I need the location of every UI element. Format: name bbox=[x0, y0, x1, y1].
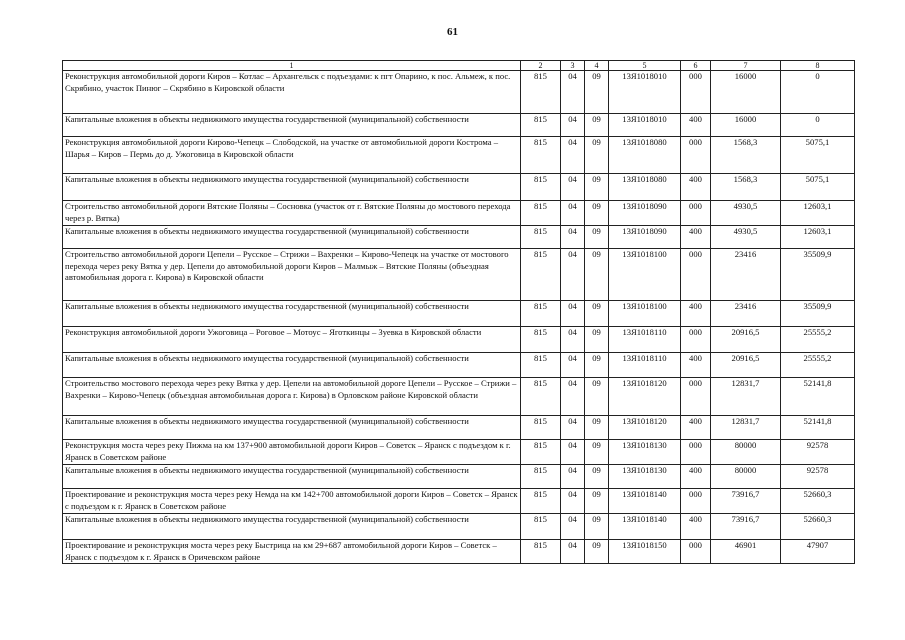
amount-2-cell: 0 bbox=[781, 71, 855, 114]
description-cell: Строительство мостового перехода через реку Вятка у дер. Цепели на автомобильной дороге Цепели – Русское – Стрижи – Вахренки – Кирово-Чепецк (объездная автомобильная дорога г. Кирова) в Орловском районе Кировской области bbox=[63, 378, 521, 416]
admin-code-cell: 815 bbox=[521, 465, 561, 489]
table-row bbox=[63, 416, 855, 440]
admin-code-cell: 815 bbox=[521, 114, 561, 137]
amount-2-cell: 52660,3 bbox=[781, 489, 855, 514]
amount-2-cell: 35509,9 bbox=[781, 301, 855, 327]
amount-2-cell: 47907 bbox=[781, 540, 855, 564]
amount-1-cell: 20916,5 bbox=[711, 353, 781, 378]
table-row bbox=[63, 201, 855, 226]
amount-2-cell: 92578 bbox=[781, 440, 855, 465]
amount-2-cell: 52660,3 bbox=[781, 514, 855, 540]
amount-2-cell: 52141,8 bbox=[781, 416, 855, 440]
expense-type-cell: 000 bbox=[681, 378, 711, 416]
subsection-code-cell: 09 bbox=[585, 226, 609, 249]
admin-code-cell: 815 bbox=[521, 440, 561, 465]
admin-code-cell: 815 bbox=[521, 137, 561, 174]
subsection-code-cell: 09 bbox=[585, 416, 609, 440]
expense-type-cell: 000 bbox=[681, 71, 711, 114]
section-code-cell: 04 bbox=[561, 71, 585, 114]
section-code-cell: 04 bbox=[561, 327, 585, 353]
section-code-cell: 04 bbox=[561, 201, 585, 226]
expense-type-cell: 400 bbox=[681, 301, 711, 327]
table-row bbox=[63, 327, 855, 353]
table-row bbox=[63, 514, 855, 540]
section-code-cell: 04 bbox=[561, 353, 585, 378]
amount-1-cell: 46901 bbox=[711, 540, 781, 564]
section-code-cell: 04 bbox=[561, 489, 585, 514]
description-cell: Капитальные вложения в объекты недвижимого имущества государственной (муниципальной) собственности bbox=[63, 416, 521, 440]
section-code-cell: 04 bbox=[561, 137, 585, 174]
target-code-cell: 13Я1018090 bbox=[609, 226, 681, 249]
admin-code-cell: 815 bbox=[521, 249, 561, 301]
section-code-cell: 04 bbox=[561, 114, 585, 137]
page-number: 61 bbox=[447, 26, 458, 38]
description-cell: Капитальные вложения в объекты недвижимого имущества государственной (муниципальной) собственности bbox=[63, 114, 521, 137]
target-code-cell: 13Я1018120 bbox=[609, 378, 681, 416]
expense-type-cell: 000 bbox=[681, 489, 711, 514]
amount-1-cell: 20916,5 bbox=[711, 327, 781, 353]
section-code-cell: 04 bbox=[561, 440, 585, 465]
admin-code-cell: 815 bbox=[521, 378, 561, 416]
expense-type-cell: 400 bbox=[681, 465, 711, 489]
target-code-cell: 13Я1018100 bbox=[609, 301, 681, 327]
section-code-cell: 04 bbox=[561, 465, 585, 489]
section-code-cell: 04 bbox=[561, 416, 585, 440]
table-row bbox=[63, 71, 855, 114]
section-code-cell: 04 bbox=[561, 174, 585, 201]
target-code-cell: 13Я1018080 bbox=[609, 174, 681, 201]
admin-code-cell: 815 bbox=[521, 416, 561, 440]
amount-1-cell: 1568,3 bbox=[711, 137, 781, 174]
target-code-cell: 13Я1018130 bbox=[609, 465, 681, 489]
amount-1-cell: 80000 bbox=[711, 440, 781, 465]
amount-1-cell: 23416 bbox=[711, 249, 781, 301]
expense-type-cell: 400 bbox=[681, 114, 711, 137]
amount-2-cell: 35509,9 bbox=[781, 249, 855, 301]
table-row bbox=[63, 249, 855, 301]
column-header: 6 bbox=[681, 61, 711, 71]
column-header: 5 bbox=[609, 61, 681, 71]
description-cell: Капитальные вложения в объекты недвижимого имущества государственной (муниципальной) собственности bbox=[63, 174, 521, 201]
admin-code-cell: 815 bbox=[521, 201, 561, 226]
amount-1-cell: 73916,7 bbox=[711, 514, 781, 540]
target-code-cell: 13Я1018110 bbox=[609, 327, 681, 353]
amount-1-cell: 16000 bbox=[711, 71, 781, 114]
section-code-cell: 04 bbox=[561, 540, 585, 564]
amount-2-cell: 12603,1 bbox=[781, 201, 855, 226]
section-code-cell: 04 bbox=[561, 514, 585, 540]
header-row bbox=[63, 61, 855, 71]
subsection-code-cell: 09 bbox=[585, 301, 609, 327]
description-cell: Проектирование и реконструкция моста через реку Немда на км 142+700 автомобильной дороги Киров – Советск – Яранск с подъездом к г. Яранск в Советском районе bbox=[63, 489, 521, 514]
amount-1-cell: 73916,7 bbox=[711, 489, 781, 514]
table-row bbox=[63, 226, 855, 249]
subsection-code-cell: 09 bbox=[585, 489, 609, 514]
expense-type-cell: 000 bbox=[681, 327, 711, 353]
description-cell: Капитальные вложения в объекты недвижимого имущества государственной (муниципальной) собственности bbox=[63, 465, 521, 489]
amount-1-cell: 23416 bbox=[711, 301, 781, 327]
description-cell: Реконструкция автомобильной дороги Ужоговица – Роговое – Мотоус – Яготкинцы – Зуевка в Кировской области bbox=[63, 327, 521, 353]
admin-code-cell: 815 bbox=[521, 301, 561, 327]
section-code-cell: 04 bbox=[561, 378, 585, 416]
section-code-cell: 04 bbox=[561, 249, 585, 301]
expense-type-cell: 000 bbox=[681, 137, 711, 174]
description-cell: Капитальные вложения в объекты недвижимого имущества государственной (муниципальной) собственности bbox=[63, 226, 521, 249]
subsection-code-cell: 09 bbox=[585, 137, 609, 174]
column-header: 3 bbox=[561, 61, 585, 71]
target-code-cell: 13Я1018150 bbox=[609, 540, 681, 564]
amount-2-cell: 25555,2 bbox=[781, 353, 855, 378]
amount-1-cell: 4930,5 bbox=[711, 226, 781, 249]
description-cell: Капитальные вложения в объекты недвижимого имущества государственной (муниципальной) собственности bbox=[63, 514, 521, 540]
amount-2-cell: 5075,1 bbox=[781, 174, 855, 201]
expense-type-cell: 000 bbox=[681, 249, 711, 301]
section-code-cell: 04 bbox=[561, 301, 585, 327]
target-code-cell: 13Я1018100 bbox=[609, 249, 681, 301]
subsection-code-cell: 09 bbox=[585, 174, 609, 201]
target-code-cell: 13Я1018130 bbox=[609, 440, 681, 465]
description-cell: Реконструкция автомобильной дороги Киров – Котлас – Архангельск с подъездами: к пгт Опарино, к пос. Альмеж, к пос. Скрябино, участок Пинюг – Скрябино в Кировской области bbox=[63, 71, 521, 114]
expense-type-cell: 400 bbox=[681, 174, 711, 201]
budget-table bbox=[62, 60, 855, 564]
amount-1-cell: 80000 bbox=[711, 465, 781, 489]
description-cell: Строительство автомобильной дороги Цепели – Русское – Стрижи – Вахренки – Кирово-Чепецк на участке от мостового перехода через реку Вятка у дер. Цепели до автомобильной дороги Киров – Малмыж – Вятские Поляны (объездная автомобильная дорога г. Кирова) в Кировской области bbox=[63, 249, 521, 301]
target-code-cell: 13Я1018090 bbox=[609, 201, 681, 226]
column-header: 4 bbox=[585, 61, 609, 71]
table-row bbox=[63, 353, 855, 378]
amount-2-cell: 92578 bbox=[781, 465, 855, 489]
expense-type-cell: 400 bbox=[681, 514, 711, 540]
admin-code-cell: 815 bbox=[521, 226, 561, 249]
table-row bbox=[63, 540, 855, 564]
table-row bbox=[63, 301, 855, 327]
subsection-code-cell: 09 bbox=[585, 540, 609, 564]
amount-1-cell: 1568,3 bbox=[711, 174, 781, 201]
amount-2-cell: 12603,1 bbox=[781, 226, 855, 249]
table-row bbox=[63, 489, 855, 514]
admin-code-cell: 815 bbox=[521, 71, 561, 114]
description-cell: Капитальные вложения в объекты недвижимого имущества государственной (муниципальной) собственности bbox=[63, 301, 521, 327]
section-code-cell: 04 bbox=[561, 226, 585, 249]
subsection-code-cell: 09 bbox=[585, 201, 609, 226]
expense-type-cell: 400 bbox=[681, 226, 711, 249]
table-row bbox=[63, 378, 855, 416]
subsection-code-cell: 09 bbox=[585, 114, 609, 137]
amount-2-cell: 52141,8 bbox=[781, 378, 855, 416]
subsection-code-cell: 09 bbox=[585, 514, 609, 540]
column-header: 2 bbox=[521, 61, 561, 71]
target-code-cell: 13Я1018080 bbox=[609, 137, 681, 174]
description-cell: Реконструкция моста через реку Пижма на км 137+900 автомобильной дороги Киров – Советск – Яранск с подъездом к г. Яранск в Советском районе bbox=[63, 440, 521, 465]
admin-code-cell: 815 bbox=[521, 174, 561, 201]
description-cell: Капитальные вложения в объекты недвижимого имущества государственной (муниципальной) собственности bbox=[63, 353, 521, 378]
expense-type-cell: 000 bbox=[681, 440, 711, 465]
target-code-cell: 13Я1018140 bbox=[609, 514, 681, 540]
amount-2-cell: 0 bbox=[781, 114, 855, 137]
target-code-cell: 13Я1018010 bbox=[609, 71, 681, 114]
column-header: 8 bbox=[781, 61, 855, 71]
table-row bbox=[63, 137, 855, 174]
admin-code-cell: 815 bbox=[521, 489, 561, 514]
column-header: 1 bbox=[63, 61, 521, 71]
admin-code-cell: 815 bbox=[521, 540, 561, 564]
subsection-code-cell: 09 bbox=[585, 353, 609, 378]
subsection-code-cell: 09 bbox=[585, 327, 609, 353]
target-code-cell: 13Я1018120 bbox=[609, 416, 681, 440]
table-row bbox=[63, 440, 855, 465]
expense-type-cell: 000 bbox=[681, 201, 711, 226]
expense-type-cell: 400 bbox=[681, 416, 711, 440]
description-cell: Реконструкция автомобильной дороги Кирово-Чепецк – Слободской, на участке от автомобильной дороги Кострома – Шарья – Киров – Пермь до д. Ужоговица в Кировской области bbox=[63, 137, 521, 174]
admin-code-cell: 815 bbox=[521, 327, 561, 353]
description-cell: Проектирование и реконструкция моста через реку Быстрица на км 29+687 автомобильной дороги Киров – Советск – Яранск с подъездом к г. Яранск в Оричевском районе bbox=[63, 540, 521, 564]
amount-2-cell: 25555,2 bbox=[781, 327, 855, 353]
subsection-code-cell: 09 bbox=[585, 465, 609, 489]
amount-1-cell: 12831,7 bbox=[711, 378, 781, 416]
admin-code-cell: 815 bbox=[521, 353, 561, 378]
admin-code-cell: 815 bbox=[521, 514, 561, 540]
table-row bbox=[63, 174, 855, 201]
subsection-code-cell: 09 bbox=[585, 249, 609, 301]
target-code-cell: 13Я1018140 bbox=[609, 489, 681, 514]
description-cell: Строительство автомобильной дороги Вятские Поляны – Сосновка (участок от г. Вятские Поляны до мостового перехода через р. Вятка) bbox=[63, 201, 521, 226]
amount-1-cell: 12831,7 bbox=[711, 416, 781, 440]
expense-type-cell: 400 bbox=[681, 353, 711, 378]
subsection-code-cell: 09 bbox=[585, 440, 609, 465]
amount-1-cell: 4930,5 bbox=[711, 201, 781, 226]
target-code-cell: 13Я1018010 bbox=[609, 114, 681, 137]
table-row bbox=[63, 465, 855, 489]
amount-2-cell: 5075,1 bbox=[781, 137, 855, 174]
amount-1-cell: 16000 bbox=[711, 114, 781, 137]
table-row bbox=[63, 114, 855, 137]
target-code-cell: 13Я1018110 bbox=[609, 353, 681, 378]
subsection-code-cell: 09 bbox=[585, 378, 609, 416]
column-header: 7 bbox=[711, 61, 781, 71]
subsection-code-cell: 09 bbox=[585, 71, 609, 114]
expense-type-cell: 000 bbox=[681, 540, 711, 564]
